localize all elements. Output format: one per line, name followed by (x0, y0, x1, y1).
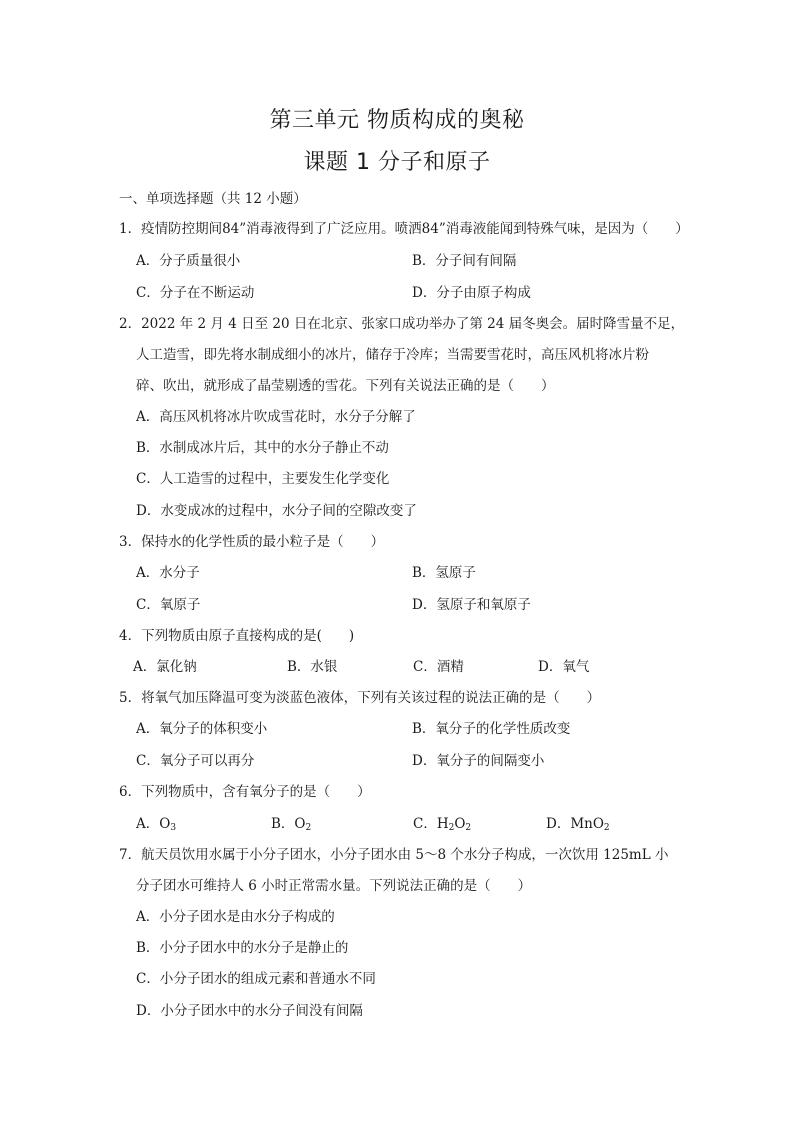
subscript: 2 (465, 823, 472, 833)
question-3-option-b: B．氢原子 (412, 565, 476, 581)
subscript: 2 (448, 823, 455, 833)
question-3-option-d: D．氢原子和氧原子 (412, 597, 531, 613)
question-3-option-c: C．氧原子 (136, 597, 201, 613)
question-6-option-a (136, 812, 176, 833)
subscript: 2 (603, 823, 610, 833)
question-1-option-d: D．分子由原子构成 (412, 285, 531, 301)
question-7-stem-line-1: 7．航天员饮用水属于小分子团水，小分子团水由 5～8 个水分子构成，一次饮用 125mL 小 (119, 847, 669, 863)
question-7-option-b: B．小分子团水中的水分子是静止的 (136, 940, 349, 956)
unit-title: 第三单元 物质构成的奥秘 (269, 108, 525, 133)
subscript: 3 (170, 823, 177, 833)
question-4-option-b: B．水银 (287, 659, 338, 675)
option-b-text: B．O (271, 816, 306, 832)
question-7-option-a: A．小分子团水是由水分子构成的 (136, 909, 335, 925)
question-1-option-a: A．分子质量很小 (136, 253, 241, 269)
question-7-stem-line-2: 分子团水可维持人 6 小时正常需水量。下列说法正确的是（ ） (136, 878, 532, 894)
question-6-stem: 6．下列物质中，含有氧分子的是（ ） (119, 784, 371, 800)
option-a-text: A．O (136, 816, 171, 832)
lesson-title: 课题 1 分子和原子 (303, 150, 491, 175)
question-1-stem: 1．疫情防控期间84”消毒液得到了广泛应用。喷洒84”消毒液能闻到特殊气味，是因为（ ） (119, 221, 689, 237)
question-2-stem-line-3: 碎、吹出，就形成了晶莹剔透的雪花。下列有关说法正确的是（ ） (136, 378, 555, 394)
question-4-stem: 4．下列物质由原子直接构成的是( ) (119, 628, 355, 644)
section-heading: 一、单项选择题（共 12 小题） (119, 191, 307, 207)
question-4-option-c: C．酒精 (413, 659, 464, 675)
question-6-option-d (546, 812, 610, 833)
question-1-option-c: C．分子在不断运动 (136, 285, 255, 301)
question-2-option-b: B．水制成冰片后，其中的水分子静止不动 (136, 440, 389, 456)
question-5-stem: 5．将氧气加压降温可变为淡蓝色液体，下列有关该过程的说法正确的是（ ） (119, 690, 601, 706)
question-1-option-b: B．分子间有间隔 (412, 253, 517, 269)
question-5-option-a: A．氧分子的体积变小 (136, 721, 268, 737)
question-2-option-d: D．水变成冰的过程中，水分子间的空隙改变了 (136, 503, 417, 519)
question-2-option-a: A．高压风机将冰片吹成雪花时，水分子分解了 (136, 409, 416, 425)
option-c-text: C．H (413, 816, 449, 832)
question-2-option-c: C．人工造雪的过程中，主要发生化学变化 (136, 471, 390, 487)
question-5-option-b: B．氧分子的化学性质改变 (412, 721, 571, 737)
option-d-text: D．MnO (546, 816, 604, 832)
question-2-stem-line-1: 2．2022 年 2 月 4 日至 20 日在北京、张家口成功举办了第 24 届冬奥会。届时降雪量不足， (119, 316, 685, 332)
question-5-option-d: D．氧分子的间隔变小 (412, 753, 545, 769)
question-6-option-c (413, 812, 471, 833)
question-5-option-c: C．氧分子可以再分 (136, 753, 255, 769)
option-c-text-mid: O (454, 816, 466, 832)
question-4-option-d: D．氧气 (538, 659, 590, 675)
question-2-stem-line-2: 人工造雪，即先将水制成细小的冰片，储存于冷库；当需要雪花时，高压风机将冰片粉 (136, 347, 649, 363)
question-3-option-a: A．水分子 (136, 565, 200, 581)
question-7-option-d: D．小分子团水中的水分子间没有间隔 (136, 1003, 363, 1019)
question-7-option-c: C．小分子团水的组成元素和普通水不同 (136, 971, 376, 987)
question-6-option-b (271, 812, 311, 833)
question-4-option-a: A．氯化钠 (133, 659, 197, 675)
question-3-stem: 3．保持水的化学性质的最小粒子是（ ） (119, 534, 385, 550)
subscript: 2 (305, 823, 312, 833)
